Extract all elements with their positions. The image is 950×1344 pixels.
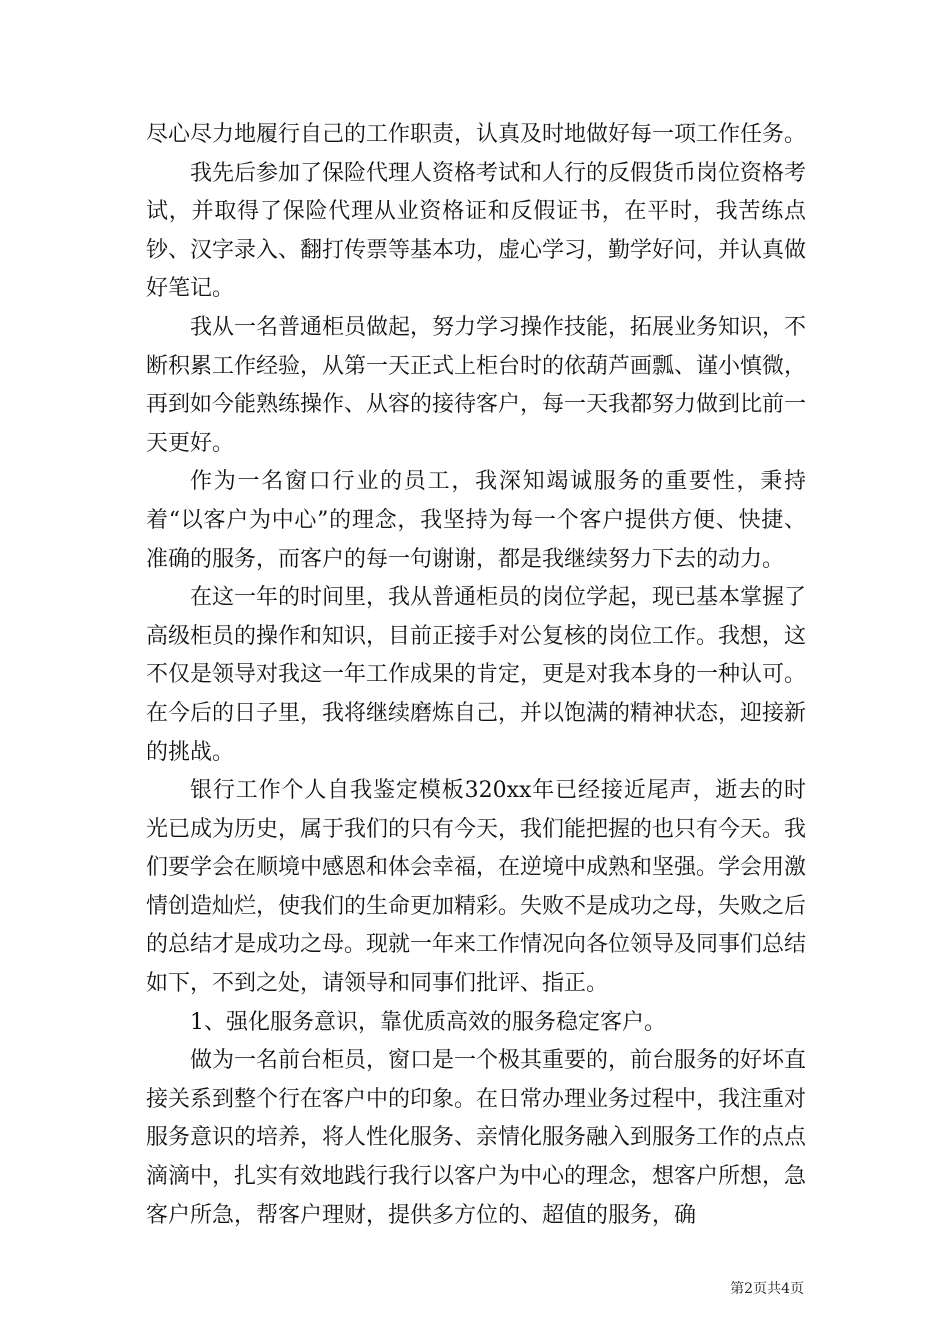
paragraph-continuation: 尽心尽力地履行自己的工作职责，认真及时地做好每一项工作任务。	[146, 122, 807, 147]
paragraph-front-desk: 做为一名前台柜员，窗口是一个极其重要的，前台服务的好坏直接关系到整个行在客户中的印象。在日常办理业务过程中，我注重对服务意识的培养，将人性化服务、亲情化服务融入到服务工作的点点滴滴中，扎实有效地践行我行以客户为中心的理念，想客户所想，急客户所急，帮客户理财，提供多方位的、超值的服务，确	[146, 1048, 807, 1228]
paragraph-qualification: 我先后参加了保险代理人资格考试和人行的反假货币岗位资格考试，并取得了保险代理从业资格证和反假证书，在平时，我苦练点钞、汉字录入、翻打传票等基本功，虚心学习，勤学好问，并认真做好笔记。	[146, 160, 807, 302]
paragraph-heading-service: 1、强化服务意识，靠优质高效的服务稳定客户。	[190, 1009, 666, 1035]
paragraph-year-review: 在这一年的时间里，我从普通柜员的岗位学起，现已基本掌握了高级柜员的操作和知识，目前正接手对公复核的岗位工作。我想，这不仅是领导对我这一年工作成果的肯定，更是对我本身的一种认可。在今后的日子里，我将继续磨炼自己，并以饱满的精神状态，迎接新的挑战。	[146, 585, 807, 765]
paragraph-service-philosophy: 作为一名窗口行业的员工，我深知竭诚服务的重要性，秉持着“以客户为中心”的理念，我坚持为每一个客户提供方便、快捷、准确的服务，而客户的每一句谢谢，都是我继续努力下去的动力。	[146, 469, 806, 572]
page-number: 第2页共4页	[730, 1281, 804, 1297]
paragraph-teller-growth: 我从一名普通柜员做起，努力学习操作技能，拓展业务知识，不断积累工作经验，从第一天正式上柜台时的依葫芦画瓢、谨小慎微，再到如今能熟练操作、从容的接待客户，每一天我都努力做到比前一天更好。	[146, 314, 807, 456]
body-text	[146, 116, 806, 1235]
paragraph-template-intro: 银行工作个人自我鉴定模板320xx年已经接近尾声，逝去的时光已成为历史，属于我们的只有今天，我们能把握的也只有今天。我们要学会在顺境中感恩和体会幸福，在逆境中成熟和坚强。学会用激情创造灿烂，使我们的生命更加精彩。失败不是成功之母，失败之后的总结才是成功之母。现就一年来工作情况向各位领导及同事们总结如下，不到之处，请领导和同事们批评、指正。	[146, 778, 807, 997]
